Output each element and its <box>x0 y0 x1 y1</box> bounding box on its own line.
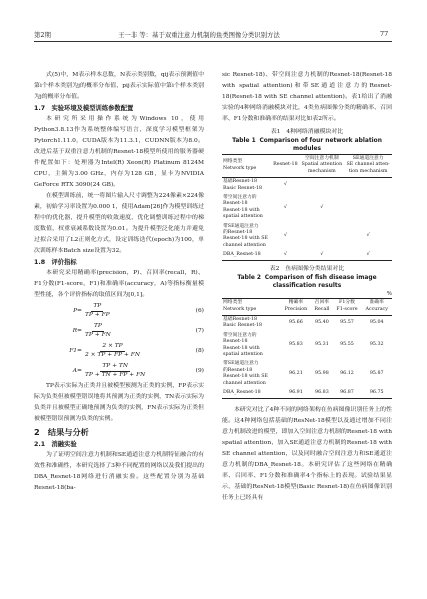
table-1-cell: √ <box>283 252 287 258</box>
table-1-cell <box>344 194 392 223</box>
table-2-unit: % <box>386 290 392 297</box>
paragraph: 本研究所采用操作系统为Windows 10，使用Python3.8.13作为系统整体编写语言，深度学习模型框架为Pytorch1.11.0，CUDA版本为11.3.1，CUDNN版本为8.0。改进后基于双重注意力机制的Resnet-18模型所使用的服务器硬件配置如下：处理器为Intel(R) Xeon(R) Platinum 8124M CPU，主频为3.00 GHz，内存为128 GB，显卡为NVIDIA GeForce RTX 3090(24 GB)。 <box>34 116 204 188</box>
paragraph: TP表示实际为正类并且被模型预测为正类的实例，FP表示实际为负类但被模型错误地将其预测为正类的实例，TN表示实际为负类并且被模型正确地预测为负类的实例，FN表示实际为正类但被模型错误预测为负类的实例。 <box>34 383 204 422</box>
table-2-cell: 96.83 <box>315 390 329 396</box>
paragraph: 本研究对比了4种不同的网络架构在鱼病图像识别任务上的性能。这4种网络包括基础的ResNet-18模型以及通过增加不同注意力机制改进的模型，即加入空间注意力机制的Resnet-18 with spatial attention，加入SE通道注意力机制的Resnet-18 with SE channel attention，以及同时融合空间注意力和SE通道注意力机制的DBA_Resnet-18。本研究评估了这些网络在精确率、召回率、F1分数和准确率4个指标上的表现。试验结果显示，基础的ResNet-18模型(Basic Resnet-18)在鱼病图像识别任务上已经具有 <box>222 406 392 501</box>
table-2-cell: 95.31 <box>315 342 329 348</box>
table-2-cell: 96.21 <box>289 371 303 377</box>
table-row <box>222 315 392 331</box>
table-2-cell: 96.91 <box>289 390 303 396</box>
table-row <box>222 177 392 193</box>
paragraph: 本研究采用精确率(precision，P)、召回率(recall，R)、F1分数(F1-score，F1)和准确率(accuracy，A)等指标衡量模型性能，各个评价指标的取值区间为[0,1]。 <box>34 270 204 298</box>
table-1-header-cell: 空间注意力机制 Spatial attention mechanism <box>301 156 343 174</box>
table-2-header-cell: F1分数 F1-score <box>336 300 358 312</box>
table-1-header-cell: Resnet-18 <box>273 162 298 168</box>
paragraph: 为了证明空间注意力机制和SE通道注意力机制特征融合的有效性和准确性，本研究选择了3种不同配置的网络以及我们提出的DBA_Resnet-18网络进行消融实验。这些配置分别为基础Resnet-18(ba- <box>34 452 204 491</box>
table-1-cell: √ <box>283 182 287 188</box>
table-2 <box>222 298 392 399</box>
table-2-caption-en: Table 2 Comparison of fish disease image classification results <box>237 274 377 290</box>
table-1-caption-en: Table 1 Comparison of four network ablation modules <box>232 137 382 152</box>
table-2-header-cell: 召回率 Recall <box>314 300 330 312</box>
header-rule <box>34 41 392 42</box>
table-1-caption-cn: 表1 4种网络消融模块对比 <box>270 129 344 135</box>
table-1-cell: 带SE通道注意力 的Resnet-18 Resnet-18 with SE channel attention <box>223 223 268 248</box>
paragraph: 在模型训练前，统一将图片输入尺寸调整为224像素×224像素，初始学习率设置为0.000 1，使用Adam[26]作为模型训练过程中的优化器，提升模型的收敛速度，优化调整训练过程中的梯度数值，权重衰减系数设置为0.01。为提升模型泛化能力并避免过拟合采用了L2正则化方式，设定训练迭代(epoch)为100，单次训练样本Batch size设置为32。 <box>34 193 204 254</box>
table-1-cell: √ <box>366 233 370 239</box>
table-1-cell: √ <box>283 204 287 210</box>
table-2-header-cell: 网络类型 Network type <box>223 300 257 312</box>
table-1-cell: √ <box>366 252 370 258</box>
header-title: 王一非 等：基于双重注意力机制的鱼类图像分类识别方法 <box>118 31 280 39</box>
table-2-cell: DBA_Resnet-18 <box>223 390 261 396</box>
table-2-cell: 95.98 <box>315 371 329 377</box>
table-1-cell <box>299 222 344 251</box>
table-2-cell: 95.66 <box>289 320 303 326</box>
table-row <box>222 251 392 261</box>
table-2-header-cell: 精确率 Precision <box>284 300 308 312</box>
table-2-cell: 96.75 <box>369 390 384 396</box>
table-2-cell: 带SE通道注意力 的Resnet-18 Resnet-18 with SE channel attention <box>223 361 268 386</box>
table-2-cell: 95.83 <box>289 342 303 348</box>
table-2-cell: 带空间注意力的 Resnet-18 Resnet-18 with spatial attention <box>223 332 263 358</box>
equation-7: R= $\frac{TP}{TP + FN}$ (7) <box>72 323 204 338</box>
table-1-header-cell: 网络类型 Network type <box>223 159 257 171</box>
table-2-cell: 基础Resnet-18 Basic Resnet-18 <box>223 317 263 329</box>
table-2-header-cell: 准确率 Accuracy <box>365 300 388 312</box>
table-1-cell <box>299 177 344 193</box>
table-1-cell: √ <box>320 204 324 210</box>
table-1-cell: 基础Resnet-18 Basic Resnet-18 <box>223 179 263 191</box>
table-1-cell <box>344 177 392 193</box>
paragraph: 式(5)中，M表示样本总数，N表示类别数，qij表示预测值中第i个样本类别为j的概率分布值，pij表示实际值中第i个样本类别为j的概率分布值。 <box>34 72 204 100</box>
table-1-cell: √ <box>320 252 324 258</box>
section-heading: 1.8 评价指标 <box>34 259 77 266</box>
table-2-cell: 96.87 <box>340 390 354 396</box>
table-2-caption-cn: 表2 鱼病图像分类结果对比 <box>269 266 345 273</box>
table-1-header-cell: SE通道注意力 SE channel atten- tion mechanism <box>346 156 390 174</box>
left-column <box>34 70 204 494</box>
table-row <box>222 194 392 223</box>
table-2-cell: 95.87 <box>369 371 384 377</box>
table-1 <box>222 154 392 262</box>
table-row <box>222 360 392 389</box>
table-row <box>222 222 392 251</box>
paragraph: sic Resnet-18)、带空间注意力机制的Resnet-18(Resnet-18 with spatial attention)和带SE通道注意力的Resnet-18(Resnet-18 with SE channel attention)。表1给出了消融实验的4种网络消融模块对比，4类鱼病图像分类的精确率、召回率、F1分数和准确率的结果对比如表2所示。 <box>222 72 392 122</box>
table-1-cell: √ <box>283 233 287 239</box>
section-heading: 2.1 消融实验 <box>34 441 77 448</box>
chapter-heading: 2 结果与分析 <box>34 427 89 437</box>
equation-8: F1= $\frac{2 \times TP}{2 \times TP + FP + FN}$ (8) <box>69 343 204 358</box>
table-2-cell: 95.32 <box>369 342 384 348</box>
table-2-cell: 95.55 <box>340 342 354 348</box>
header-page-number: 77 <box>380 30 389 38</box>
table-2-cell: 96.12 <box>340 371 354 377</box>
section-heading: 1.7 实验环境及模型训练参数配置 <box>34 105 134 112</box>
header-issue: 第2期 <box>34 31 51 39</box>
table-2-cell: 95.40 <box>315 320 329 326</box>
table-2-cell: 95.57 <box>340 320 354 326</box>
table-2-cell: 95.04 <box>369 320 384 326</box>
table-1-cell: DBA_Resnet-18 <box>223 252 261 258</box>
right-column <box>222 70 392 504</box>
table-row <box>222 331 392 360</box>
equation-9: A= $\frac{TP + TN}{TP + TN + FP + FN}$ (9) <box>72 363 204 378</box>
equation-6: P= $\frac{TP}{TP + FP}$ (6) <box>73 303 204 318</box>
table-row <box>222 389 392 399</box>
table-1-cell: 带空间注意力的 Resnet-18 Resnet-18 with spatial attention <box>223 195 263 220</box>
